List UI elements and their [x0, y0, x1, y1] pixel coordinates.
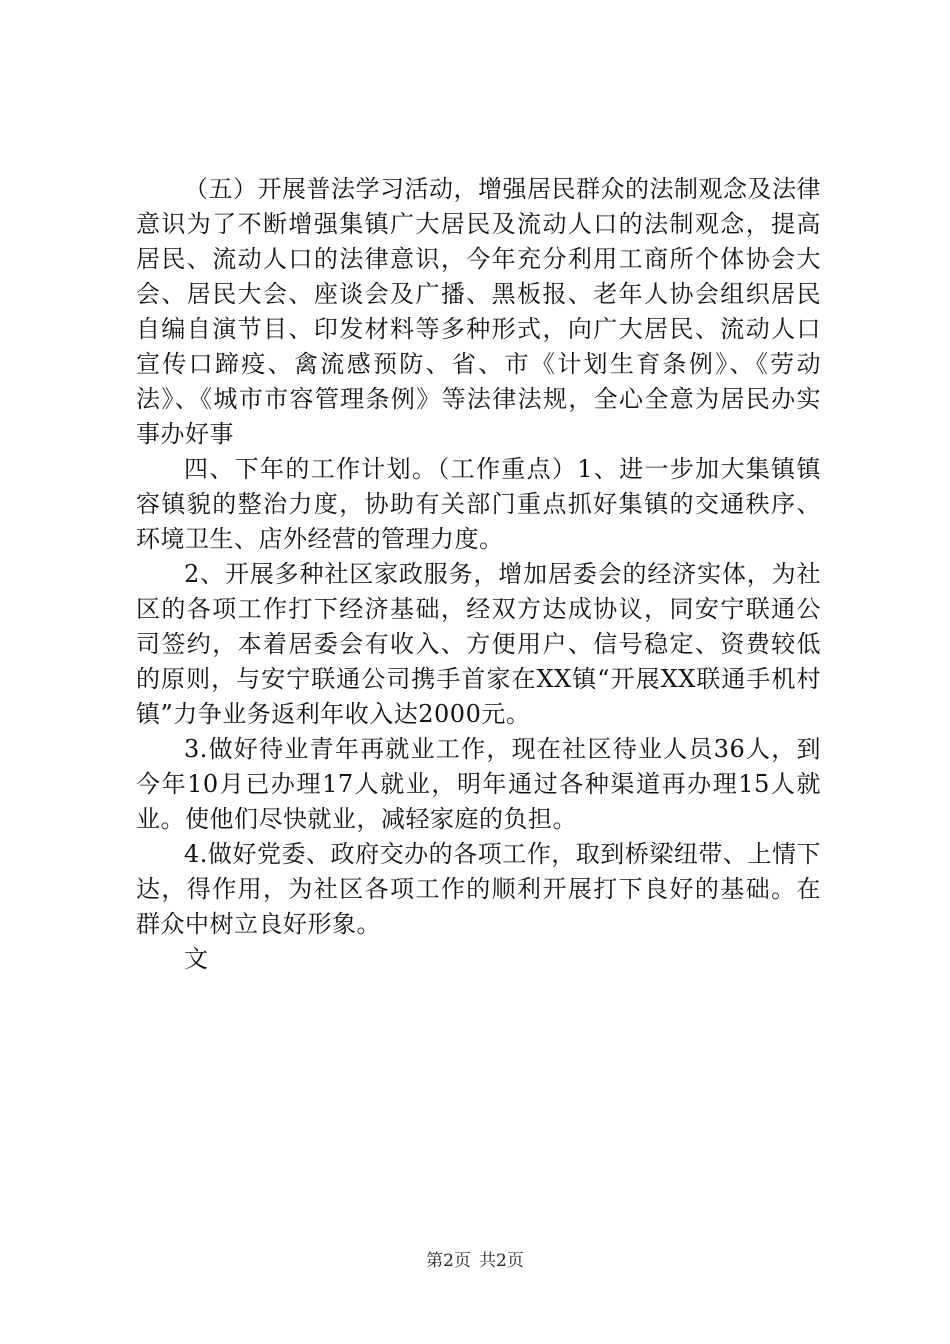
paragraph-plan-item-4: 4.做好党委、政府交办的各项工作，取到桥梁纽带、上情下达，得作用，为社区各项工作的顺利开展打下良好的基础。在群众中树立良好形象。: [136, 840, 821, 938]
page-number-total: 共2页: [479, 1251, 524, 1271]
paragraph-work-plan: 四、下年的工作计划。（工作重点）1、进一步加大集镇镇容镇貌的整治力度，协助有关部门重点抓好集镇的交通秩序、环境卫生、店外经营的管理力度。: [136, 455, 821, 553]
paragraph-plan-item-3: 3.做好待业青年再就业工作，现在社区待业人员36人，到今年10月已办理17人就业，明年通过各种渠道再办理15人就业。使他们尽快就业，减轻家庭的负担。: [136, 735, 821, 833]
paragraph-popularize-law: （五）开展普法学习活动，增强居民群众的法制观念及法律意识为了不断增强集镇广大居民及流动人口的法制观念，提高居民、流动人口的法律意识，今年充分利用工商所个体协会大会、居民大会、座谈会及广播、黑板报、老年人协会组织居民自编自演节目、印发材料等多种形式，向广大居民、流动人口宣传口蹄疫、禽流感预防、省、市《计划生育条例》、《劳动法》、《城市市容管理条例》等法律法规，全心全意为居民办实事办好事: [136, 175, 821, 448]
page-number-current: 第2页: [426, 1251, 471, 1271]
document-body: [136, 172, 821, 977]
page-footer: [0, 1246, 950, 1271]
paragraph-plan-item-2: 2、开展多种社区家政服务，增加居委会的经济实体，为社区的各项工作打下经济基础，经双方达成协议，同安宁联通公司签约，本着居委会有收入、方便用户、信号稳定、资费较低的原则，与安宁联通公司携手首家在XX镇“开展XX联通手机村镇”力争业务返利年收入达2000元。: [136, 560, 821, 728]
paragraph-trailing: 文: [184, 945, 209, 973]
